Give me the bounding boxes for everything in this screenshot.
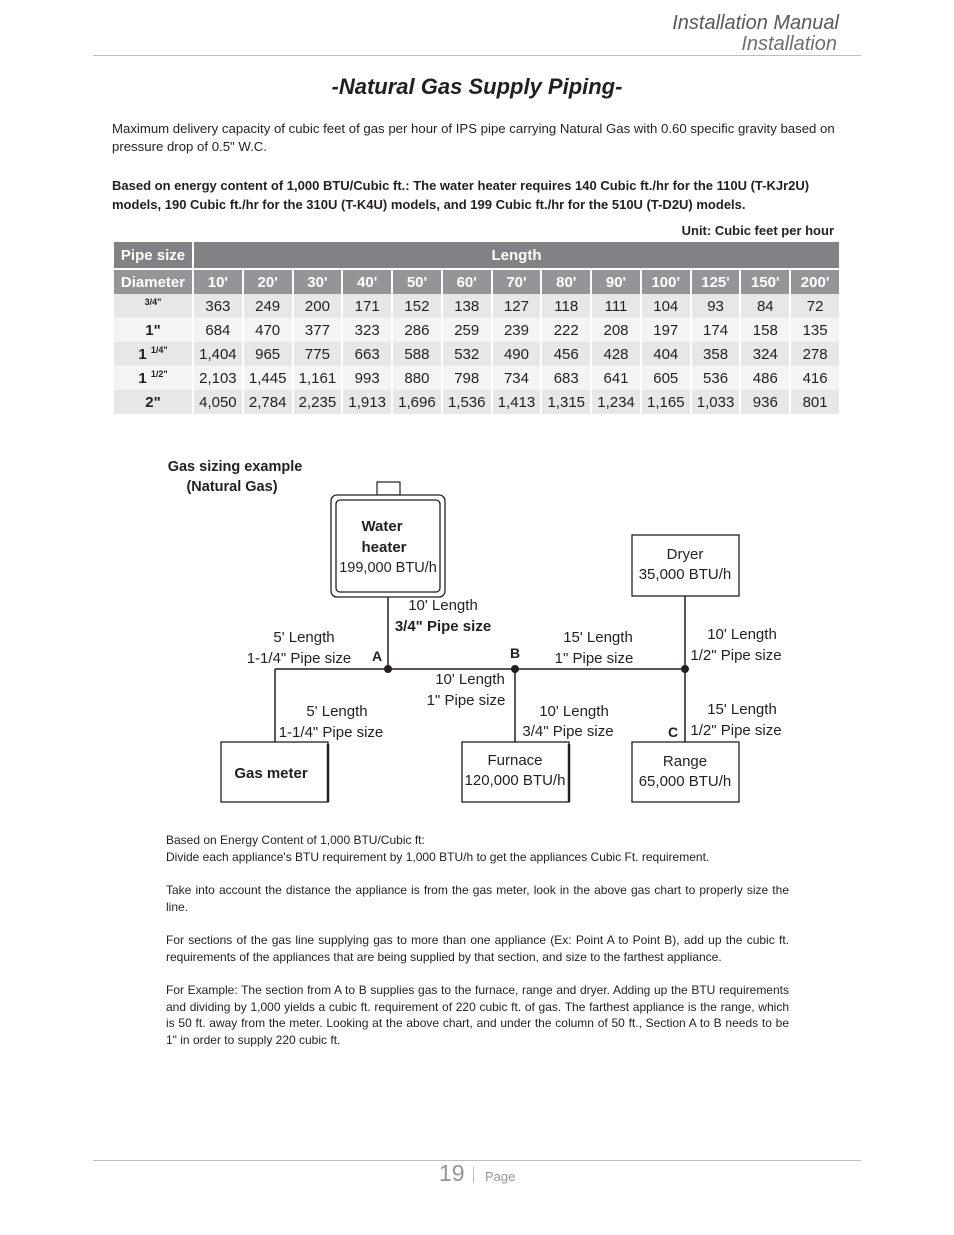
capacity-cell: 104 xyxy=(642,294,690,318)
diameter-cell xyxy=(114,342,192,366)
capacity-cell: 2,235 xyxy=(294,390,342,414)
header-length-10: 125' xyxy=(692,268,740,294)
ab-pipe-size: 1" Pipe size xyxy=(426,692,506,709)
note-1 xyxy=(166,832,789,865)
capacity-cell: 605 xyxy=(642,366,690,390)
capacity-cell: 323 xyxy=(343,318,391,342)
header-diameter: Diameter xyxy=(114,268,192,294)
dryer-btu: 35,000 BTU/h xyxy=(638,566,732,583)
capacity-cell: 363 xyxy=(194,294,242,318)
capacity-cell: 278 xyxy=(791,342,839,366)
water-heater-label-1: Water xyxy=(361,518,403,535)
header-subtitle: Installation xyxy=(741,33,837,55)
dryer-label: Dryer xyxy=(666,546,704,563)
capacity-cell: 1,234 xyxy=(592,390,640,414)
page-number: 19 xyxy=(439,1160,465,1186)
capacity-cell: 1,413 xyxy=(493,390,541,414)
diameter-main: 1 xyxy=(138,370,151,387)
capacity-cell: 684 xyxy=(194,318,242,342)
capacity-cell: 1,696 xyxy=(393,390,441,414)
capacity-cell: 456 xyxy=(542,342,590,366)
capacity-cell: 641 xyxy=(592,366,640,390)
capacity-cell: 324 xyxy=(741,342,789,366)
diameter-fraction: 1/2" xyxy=(150,369,168,379)
capacity-cell: 588 xyxy=(393,342,441,366)
table-row xyxy=(114,342,839,366)
capacity-cell: 1,165 xyxy=(642,390,690,414)
header-length-3: 40' xyxy=(343,268,391,294)
capacity-cell: 158 xyxy=(741,318,789,342)
diameter-cell xyxy=(114,366,192,390)
capacity-cell: 801 xyxy=(791,390,839,414)
table-row xyxy=(114,294,839,318)
gas-sizing-diagram xyxy=(0,440,954,830)
capacity-cell: 1,315 xyxy=(542,390,590,414)
capacity-cell: 683 xyxy=(542,366,590,390)
capacity-cell: 138 xyxy=(443,294,491,318)
table-row xyxy=(114,390,839,414)
junction-c xyxy=(681,665,689,673)
table-row xyxy=(114,366,839,390)
note-1-line-2: Divide each appliance's BTU requirement by 1,000 BTU/h to get the appliances Cubic Ft. requirement. xyxy=(166,849,710,864)
range-btu: 65,000 BTU/h xyxy=(638,773,732,790)
header-length-0: 10' xyxy=(194,268,242,294)
capacity-cell: 259 xyxy=(443,318,491,342)
bc-pipe-size: 1" Pipe size xyxy=(554,650,634,667)
point-b-label: B xyxy=(509,645,521,661)
ab-pipe-length: 10' Length xyxy=(435,671,505,688)
capacity-cell: 118 xyxy=(542,294,590,318)
furnace-label: Furnace xyxy=(487,752,543,769)
capacity-cell: 734 xyxy=(493,366,541,390)
diagram-title-1: Gas sizing example xyxy=(167,459,303,475)
note-4: For Example: The section from A to B supplies gas to the furnace, range and dryer. Adding up the BTU requirements and dividing by 1,000 yields a cubic ft. requirement of 220 cubic ft. of gas. The farthest appliance is the range, which is 50 ft. away from the meter. Looking at the above chart, and under the column of 50 ft., Section A to B needs to be 1" in order to supply 220 cubic ft. xyxy=(166,983,789,1047)
wh-pipe-size: 3/4" Pipe size xyxy=(394,618,492,635)
diagram-title-2: (Natural Gas) xyxy=(186,479,278,495)
furnace-pipe-length: 10' Length xyxy=(539,703,609,720)
unit-label: Unit: Cubic feet per hour xyxy=(681,223,834,238)
range-label: Range xyxy=(662,753,708,770)
water-heater-label-2: heater xyxy=(361,539,407,556)
header-length-5: 60' xyxy=(443,268,491,294)
point-c-label: C xyxy=(667,724,679,740)
dryer-pipe-size: 1/2" Pipe size xyxy=(690,647,782,664)
capacity-cell: 470 xyxy=(244,318,292,342)
capacity-cell: 1,445 xyxy=(244,366,292,390)
furnace-pipe-size: 3/4" Pipe size xyxy=(522,723,614,740)
junction-b xyxy=(511,665,519,673)
gas-meter-label: Gas meter xyxy=(234,765,308,782)
header-title: Installation Manual xyxy=(672,12,839,34)
capacity-cell: 249 xyxy=(244,294,292,318)
table-row xyxy=(114,318,839,342)
water-heater-btu: 199,000 BTU/h xyxy=(339,560,437,576)
capacity-cell: 135 xyxy=(791,318,839,342)
header-length-12: 200' xyxy=(791,268,839,294)
capacity-cell: 1,404 xyxy=(194,342,242,366)
capacity-cell: 1,033 xyxy=(692,390,740,414)
diameter-cell xyxy=(114,294,192,318)
diameter-cell xyxy=(114,318,192,342)
capacity-cell: 377 xyxy=(294,318,342,342)
capacity-cell: 1,161 xyxy=(294,366,342,390)
header-rule xyxy=(93,55,861,56)
header-length-2: 30' xyxy=(294,268,342,294)
a-pipe-size: 1-1/4" Pipe size xyxy=(246,650,352,667)
diameter-fraction: 1/4" xyxy=(150,345,168,355)
capacity-cell: 174 xyxy=(692,318,740,342)
capacity-cell: 152 xyxy=(393,294,441,318)
capacity-cell: 222 xyxy=(542,318,590,342)
diameter-main: 2" xyxy=(145,394,161,411)
header-length-9: 100' xyxy=(642,268,690,294)
note-1-line-1: Based on Energy Content of 1,000 BTU/Cubic ft: xyxy=(166,833,425,847)
note-2: Take into account the distance the appliance is from the gas meter, look in the above gas chart to properly size the line. xyxy=(166,883,789,914)
a-pipe-length: 5' Length xyxy=(273,629,335,646)
capacity-cell: 993 xyxy=(343,366,391,390)
intro-paragraph: Maximum delivery capacity of cubic feet of gas per hour of IPS pipe carrying Natural Gas with 0.60 specific gravity based on pressure drop of 0.5" W.C. xyxy=(112,121,835,154)
capacity-cell: 1,913 xyxy=(343,390,391,414)
header-length-11: 150' xyxy=(741,268,789,294)
capacity-cell: 93 xyxy=(692,294,740,318)
range-box xyxy=(632,742,739,802)
page-separator xyxy=(473,1167,474,1183)
explanation-notes xyxy=(166,832,789,1065)
capacity-cell: 486 xyxy=(741,366,789,390)
diameter-cell xyxy=(114,390,192,414)
capacity-cell: 936 xyxy=(741,390,789,414)
capacity-cell: 200 xyxy=(294,294,342,318)
junction-a xyxy=(384,665,392,673)
capacity-cell: 358 xyxy=(692,342,740,366)
capacity-cell: 416 xyxy=(791,366,839,390)
capacity-cell: 404 xyxy=(642,342,690,366)
capacity-cell: 84 xyxy=(741,294,789,318)
capacity-cell: 208 xyxy=(592,318,640,342)
capacity-cell: 197 xyxy=(642,318,690,342)
range-pipe-size: 1/2" Pipe size xyxy=(690,722,782,739)
capacity-cell: 775 xyxy=(294,342,342,366)
capacity-cell: 286 xyxy=(393,318,441,342)
capacity-cell: 2,103 xyxy=(194,366,242,390)
page-label: Page xyxy=(485,1169,516,1184)
header-pipe-size: Pipe size xyxy=(114,242,192,268)
diameter-main: 1 xyxy=(138,346,151,363)
capacity-cell: 428 xyxy=(592,342,640,366)
capacity-cell: 1,536 xyxy=(443,390,491,414)
capacity-cell: 111 xyxy=(592,294,640,318)
capacity-cell: 4,050 xyxy=(194,390,242,414)
capacity-cell: 2,784 xyxy=(244,390,292,414)
meter-pipe-length: 5' Length xyxy=(306,703,368,720)
header-length-8: 90' xyxy=(592,268,640,294)
capacity-cell: 490 xyxy=(493,342,541,366)
capacity-cell: 965 xyxy=(244,342,292,366)
capacity-cell: 72 xyxy=(791,294,839,318)
meter-pipe-size: 1-1/4" Pipe size xyxy=(278,724,384,741)
header-length-7: 80' xyxy=(542,268,590,294)
capacity-cell: 532 xyxy=(443,342,491,366)
page-title: -Natural Gas Supply Piping- xyxy=(331,74,623,99)
capacity-cell: 171 xyxy=(343,294,391,318)
gas-capacity-table xyxy=(112,242,841,414)
energy-note: Based on energy content of 1,000 BTU/Cubic ft.: The water heater requires 140 Cubic ft./hr for the 110U (T-KJr2U) models, 190 Cubic ft./hr for the 310U (T-K4U) models, and 199 Cubic ft./hr for the 510U (T-D2U) models. xyxy=(112,178,810,212)
header-length: Length xyxy=(194,242,839,268)
point-a-label: A xyxy=(371,648,383,664)
capacity-cell: 663 xyxy=(343,342,391,366)
note-3: For sections of the gas line supplying gas to more than one appliance (Ex: Point A to Point B), add up the cubic ft. requirements of the appliances that are being supplied by that section, and size to the farthest appliance. xyxy=(166,933,789,964)
dryer-pipe-length: 10' Length xyxy=(707,626,777,643)
capacity-cell: 127 xyxy=(493,294,541,318)
diameter-main: 1" xyxy=(145,322,161,339)
furnace-btu: 120,000 BTU/h xyxy=(464,772,566,789)
header-length-6: 70' xyxy=(493,268,541,294)
header-length-4: 50' xyxy=(393,268,441,294)
capacity-cell: 880 xyxy=(393,366,441,390)
range-pipe-length: 15' Length xyxy=(707,701,777,718)
capacity-cell: 798 xyxy=(443,366,491,390)
header-length-1: 20' xyxy=(244,268,292,294)
wh-pipe-length: 10' Length xyxy=(408,597,478,614)
footer-rule xyxy=(93,1160,861,1161)
capacity-cell: 239 xyxy=(493,318,541,342)
bc-pipe-length: 15' Length xyxy=(563,629,633,646)
water-heater-vent xyxy=(377,482,400,495)
capacity-cell: 536 xyxy=(692,366,740,390)
diameter-fraction: 3/4" xyxy=(144,297,162,307)
